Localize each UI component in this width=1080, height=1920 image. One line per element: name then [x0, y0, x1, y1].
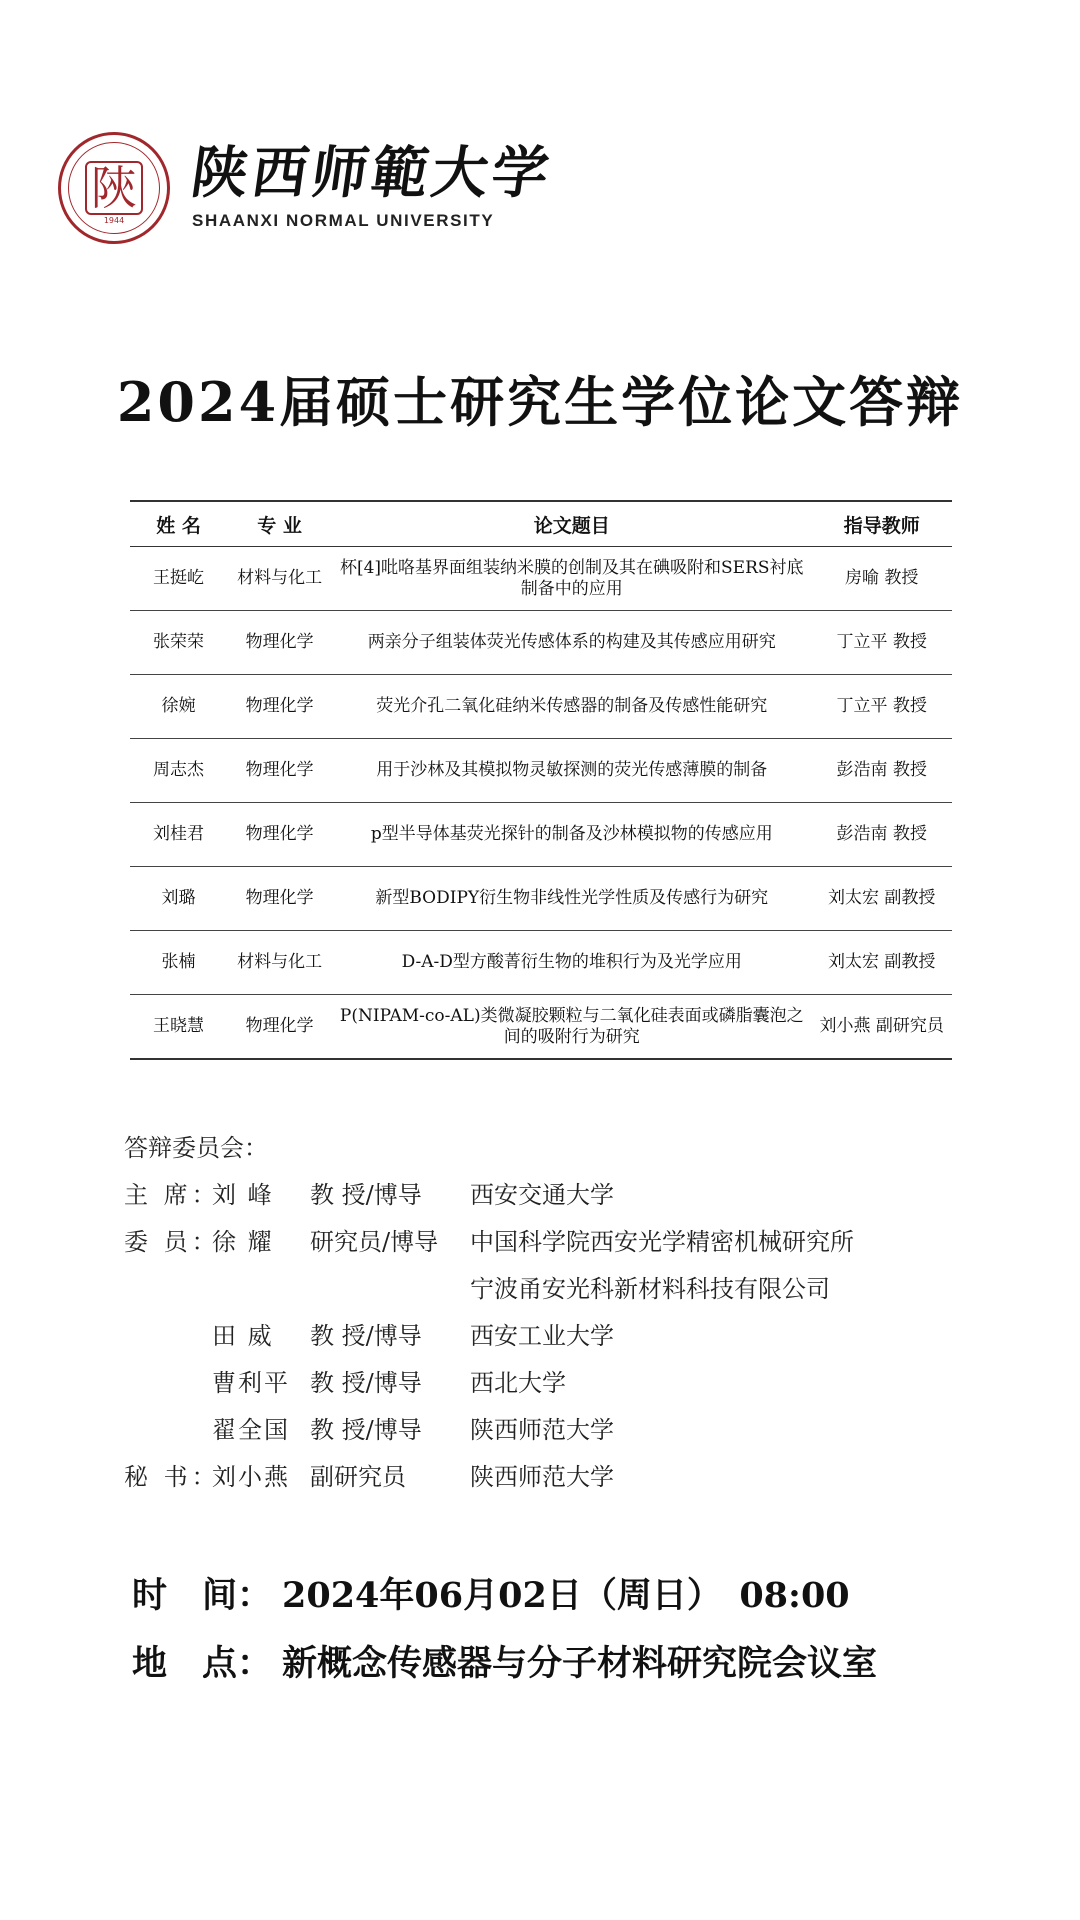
secretary-org: 陕西师范大学 [470, 1463, 614, 1491]
chair-org: 西安交通大学 [470, 1181, 614, 1209]
seal-year: 1944 [103, 216, 125, 225]
student-name: 王挺屹 [130, 547, 227, 611]
student-name: 王晓慧 [130, 995, 227, 1060]
table-header-row [130, 501, 952, 547]
thesis-title: 荧光介孔二氧化硅纳米传感器的制备及传感性能研究 [332, 675, 811, 739]
advisor: 刘小燕 副研究员 [811, 995, 952, 1060]
student-major: 物理化学 [227, 739, 332, 803]
chair-name: 刘 峰 [212, 1181, 274, 1209]
defense-committee [124, 1122, 854, 1498]
student-major: 材料与化工 [227, 547, 332, 611]
student-major: 物理化学 [227, 803, 332, 867]
table-row [130, 739, 952, 803]
table-row [130, 803, 952, 867]
student-name: 张荣荣 [130, 611, 227, 675]
place-value: 新概念传感器与分子材料研究院会议室 [282, 1643, 878, 1684]
university-wordmark [187, 140, 557, 231]
committee-member-org-continuation [124, 1263, 854, 1310]
member-name: 翟全国 [212, 1416, 290, 1444]
advisor: 彭浩南 教授 [811, 739, 952, 803]
member-org: 宁波甬安光科新材料科技有限公司 [470, 1275, 830, 1303]
member-org: 中国科学院西安光学精密机械研究所 [470, 1228, 854, 1256]
chair-label: 主 席： [124, 1181, 220, 1209]
thesis-title: p型半导体基荧光探针的制备及沙林模拟物的传感应用 [332, 803, 811, 867]
member-name: 徐 耀 [212, 1228, 274, 1256]
advisor: 房喻 教授 [811, 547, 952, 611]
seal-character: 陝 [85, 161, 143, 215]
thesis-title: 新型BODIPY衍生物非线性光学性质及传感行为研究 [332, 867, 811, 931]
table-row [130, 547, 952, 611]
committee-member-row [124, 1357, 854, 1404]
student-name: 刘桂君 [130, 803, 227, 867]
student-name: 周志杰 [130, 739, 227, 803]
table-row [130, 995, 952, 1060]
place-label: 地 点： [132, 1643, 273, 1684]
thesis-title: 两亲分子组装体荧光传感体系的构建及其传感应用研究 [332, 611, 811, 675]
university-name-cn: 陕西师範大学 [187, 140, 557, 206]
chair-position: 教 授/博导 [310, 1181, 422, 1209]
table-row [130, 931, 952, 995]
header-advisor: 指导教师 [811, 501, 952, 547]
header-name: 姓 名 [130, 501, 227, 547]
member-name: 田 威 [212, 1322, 274, 1350]
thesis-title: 用于沙林及其模拟物灵敏探测的荧光传感薄膜的制备 [332, 739, 811, 803]
thesis-title: D-A-D型方酸菁衍生物的堆积行为及光学应用 [332, 931, 811, 995]
header-major: 专 业 [227, 501, 332, 547]
university-logo [58, 132, 557, 244]
secretary-label: 秘 书： [124, 1463, 220, 1491]
university-name-en: SHAANXI NORMAL UNIVERSITY [192, 211, 495, 230]
defense-place [132, 1636, 877, 1686]
member-position: 教 授/博导 [310, 1369, 422, 1397]
student-major: 材料与化工 [227, 931, 332, 995]
student-major: 物理化学 [227, 611, 332, 675]
defense-schedule-table [130, 500, 952, 1060]
advisor: 彭浩南 教授 [811, 803, 952, 867]
header-thesis-title: 论文题目 [332, 501, 811, 547]
advisor: 刘太宏 副教授 [811, 931, 952, 995]
member-org: 陕西师范大学 [470, 1416, 614, 1444]
advisor: 刘太宏 副教授 [811, 867, 952, 931]
time-label: 时 间： [132, 1575, 273, 1616]
student-name: 张楠 [130, 931, 227, 995]
committee-member-row [124, 1404, 854, 1451]
member-label: 委 员： [124, 1228, 220, 1256]
student-major: 物理化学 [227, 675, 332, 739]
thesis-title: P(NIPAM-co-AL)类微凝胶颗粒与二氧化硅表面或磷脂囊泡之间的吸附行为研究 [332, 995, 811, 1060]
advisor: 丁立平 教授 [811, 611, 952, 675]
member-name: 曹利平 [212, 1369, 290, 1397]
committee-member-row [124, 1310, 854, 1357]
committee-heading: 答辩委员会： [124, 1134, 268, 1162]
student-name: 徐婉 [130, 675, 227, 739]
page-title: 2024届硕士研究生学位论文答辩 [116, 370, 964, 434]
table-row [130, 867, 952, 931]
thesis-title: 杯[4]吡咯基界面组装纳米膜的创制及其在碘吸附和SERS衬底制备中的应用 [332, 547, 811, 611]
member-position: 研究员/博导 [310, 1228, 439, 1256]
secretary-name: 刘小燕 [212, 1463, 290, 1491]
advisor: 丁立平 教授 [811, 675, 952, 739]
student-name: 刘璐 [130, 867, 227, 931]
defense-time [132, 1568, 850, 1618]
university-seal [58, 132, 170, 244]
table-row [130, 675, 952, 739]
member-position: 教 授/博导 [310, 1322, 422, 1350]
table-row [130, 611, 952, 675]
committee-secretary-row [124, 1451, 854, 1498]
student-major: 物理化学 [227, 867, 332, 931]
member-position: 教 授/博导 [310, 1416, 422, 1444]
committee-member-row [124, 1216, 854, 1263]
time-value: 2024年06月02日（周日） 08:00 [282, 1575, 850, 1616]
secretary-position: 副研究员 [310, 1463, 406, 1491]
member-org: 西安工业大学 [470, 1322, 614, 1350]
committee-chair-row [124, 1169, 854, 1216]
student-major: 物理化学 [227, 995, 332, 1060]
member-org: 西北大学 [470, 1369, 566, 1397]
